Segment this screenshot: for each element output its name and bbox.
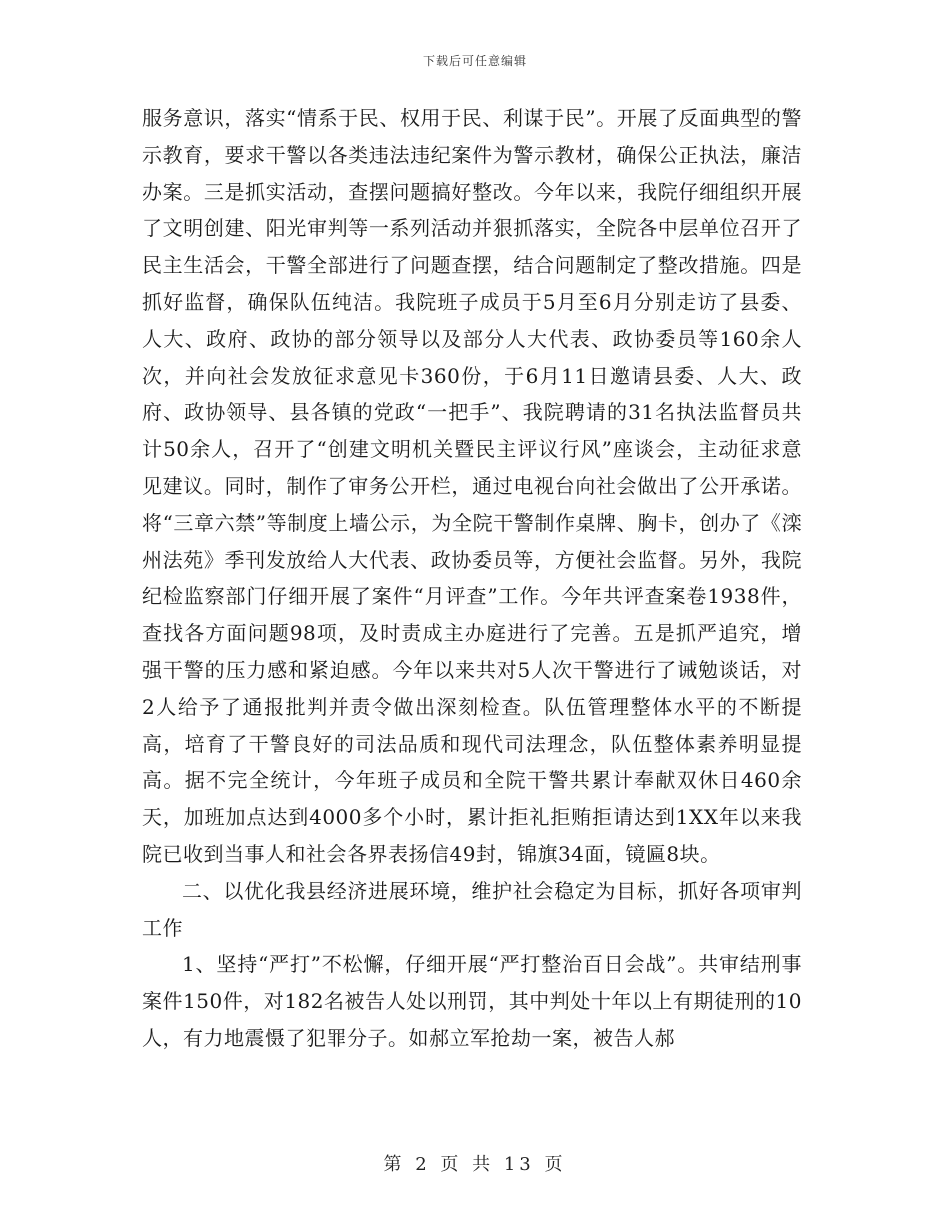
paragraph-item-1: 1、坚持“严打”不松懈，仔细开展“严打整治百日会战”。共审结刑事案件150件，对182名被告人处以刑罚，其中判处十年以上有期徒刑的10人，有力地震慑了犯罪分子。如郝立军抢劫一案，被告人郝	[142, 952, 802, 1050]
section-heading-paragraph: 二、以优化我县经济进展环境，维护社会稳定为目标，抓好各项审判工作	[142, 878, 802, 940]
page-header: 下载后可任意编辑	[422, 54, 527, 68]
page-footer: 第 2 页 共 13 页	[383, 1154, 567, 1175]
document-body	[142, 100, 802, 1057]
paragraph-continued: 服务意识，落实“情系于民、权用于民、利谋于民”。开展了反面典型的警示教育，要求干警以各类违法违纪案件为警示教材，确保公正执法，廉洁办案。三是抓实活动，查摆问题搞好整改。今年以来，我院仔细组织开展了文明创建、阳光审判等一系列活动并狠抓落实，全院各中层单位召开了民主生活会，干警全部进行了问题查摆，结合问题制定了整改措施。四是抓好监督，确保队伍纯洁。我院班子成员于5月至6月分别走访了县委、人大、政府、政协的部分领导以及部分人大代表、政协委员等160余人次，并向社会发放征求意见卡360份，于6月11日邀请县委、人大、政府、政协领导、县各镇的党政“一把手”、我院聘请的31名执法监督员共计50余人，召开了“创建文明机关暨民主评议行风”座谈会，主动征求意见建议。同时，制作了审务公开栏，通过电视台向社会做出了公开承诺。将“三章六禁”等制度上墙公示，为全院干警制作桌牌、胸卡，创办了《滦州法苑》季刊发放给人大代表、政协委员等，方便社会监督。另外，我院纪检监察部门仔细开展了案件“月评查”工作。今年共评查案卷1938件，查找各方面问题98项，及时责成主办庭进行了完善。五是抓严追究，增强干警的压力感和紧迫感。今年以来共对5人次干警进行了诫勉谈话，对2人给予了通报批判并责令做出深刻检查。队伍管理整体水平的不断提高，培育了干警良好的司法品质和现代司法理念，队伍整体素养明显提高。据不完全统计，今年班子成员和全院干警共累计奉献双休日460余天，加班加点达到4000多个小时，累计拒礼拒贿拒请达到1XX年以来我院已收到当事人和社会各界表扬信49封，锦旗34面，镜匾8块。	[142, 106, 802, 866]
